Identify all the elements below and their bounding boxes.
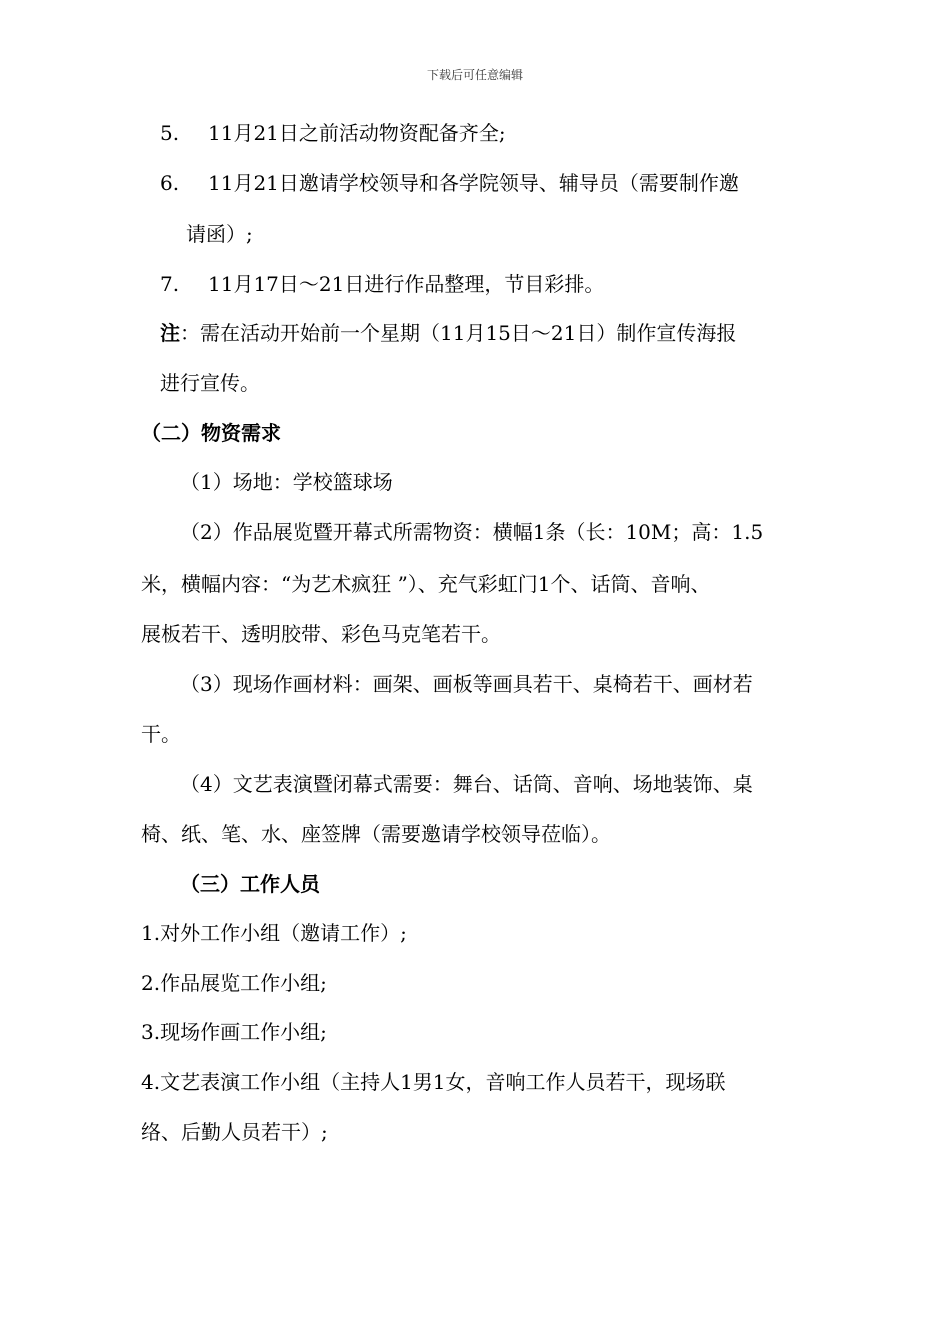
- note-text: ：需在活动开始前一个星期（11月15日～21日）制作宣传海报: [180, 321, 737, 345]
- note-label: 注: [160, 321, 180, 345]
- materials-item-2-continued: 展板若干、透明胶带、彩色马克笔若干。: [141, 622, 501, 646]
- note-line: [160, 321, 736, 345]
- item-text: 11月17日～21日进行作品整理，节目彩排。: [208, 272, 605, 296]
- schedule-item-6: [160, 171, 739, 195]
- staff-item-1: 1.对外工作小组（邀请工作）;: [141, 921, 407, 945]
- schedule-item-5: [160, 121, 506, 145]
- materials-item-3-continued: 干。: [141, 722, 181, 746]
- item-text: 11月21日之前活动物资配备齐全;: [208, 121, 506, 145]
- staff-item-2: 2.作品展览工作小组;: [141, 971, 327, 995]
- materials-item-4-continued: 椅、纸、笔、水、座签牌（需要邀请学校领导莅临）。: [141, 822, 611, 846]
- schedule-item-7: [160, 272, 604, 296]
- materials-item-3: （3）现场作画材料：画架、画板等画具若干、桌椅若干、画材若: [180, 672, 753, 696]
- page-header: 下载后可任意编辑: [426, 68, 523, 82]
- staff-item-4: 4.文艺表演工作小组（主持人1男1女，音响工作人员若干，现场联: [141, 1070, 726, 1094]
- item-number: 5.: [160, 121, 180, 145]
- materials-item-1: （1）场地：学校篮球场: [180, 470, 393, 494]
- materials-item-2-continued: 米，横幅内容：“为艺术疯狂 ”）、充气彩虹门1个、话筒、音响、: [141, 572, 711, 596]
- item-number: 6.: [160, 171, 180, 195]
- item-number: 7.: [160, 272, 180, 296]
- note-line-continued: 进行宣传。: [160, 371, 260, 395]
- schedule-item-6-continued: 请函）;: [186, 222, 253, 246]
- staff-item-4-continued: 络、后勤人员若干）;: [141, 1120, 328, 1144]
- materials-item-4: （4）文艺表演暨闭幕式需要：舞台、话筒、音响、场地装饰、桌: [180, 772, 753, 796]
- section-heading-staff: （三）工作人员: [180, 872, 320, 896]
- section-heading-materials: （二）物资需求: [141, 421, 281, 445]
- staff-item-3: 3.现场作画工作小组;: [141, 1020, 327, 1044]
- item-text: 11月21日邀请学校领导和各学院领导、辅导员（需要制作邀: [208, 171, 739, 195]
- materials-item-2: （2）作品展览暨开幕式所需物资：横幅1条（长：10M；高：1.5: [180, 520, 764, 544]
